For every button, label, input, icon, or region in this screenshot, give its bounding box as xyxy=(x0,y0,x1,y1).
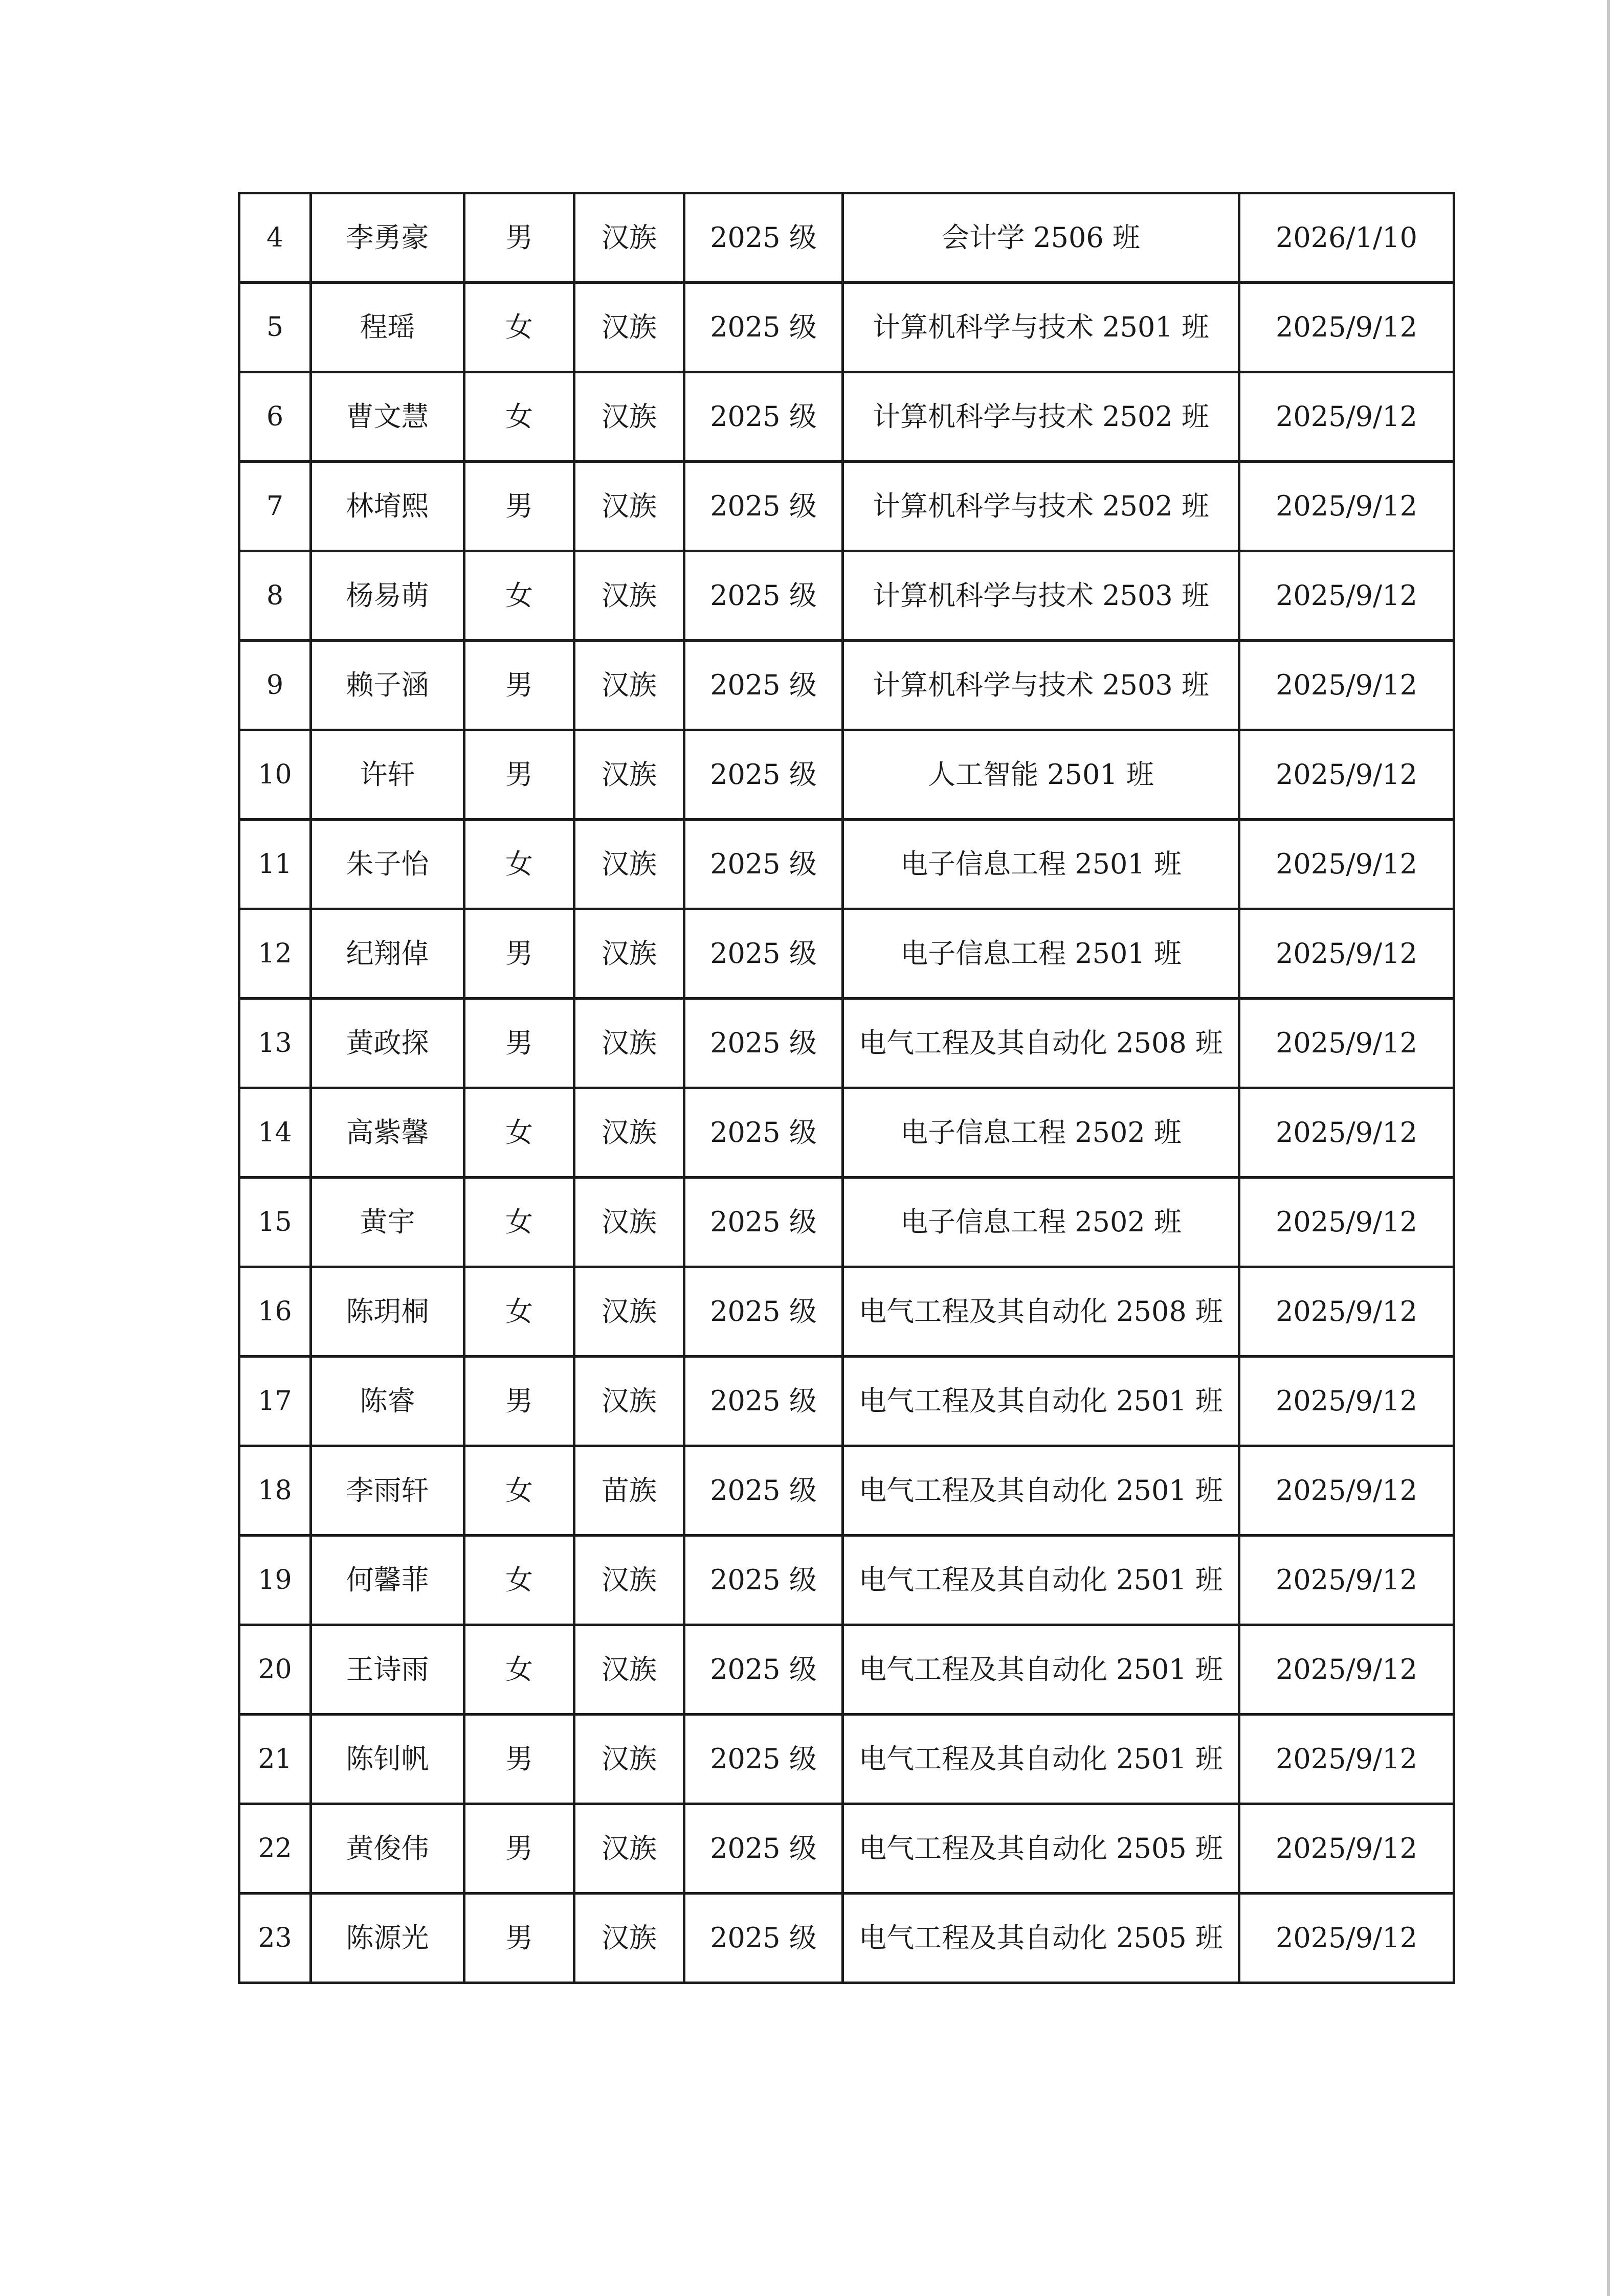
table-row xyxy=(239,1178,1454,1267)
student-name-cell: 陈钊帆 xyxy=(311,1715,464,1804)
ethnicity-cell: 汉族 xyxy=(574,909,684,999)
row-number-cell: 18 xyxy=(239,1446,311,1536)
student-name-cell: 程瑶 xyxy=(311,283,464,372)
class-cell: 人工智能 2501 班 xyxy=(843,730,1239,820)
class-cell: 电气工程及其自动化 2505 班 xyxy=(843,1894,1239,1983)
gender-cell: 女 xyxy=(464,820,574,909)
table-row xyxy=(239,1088,1454,1178)
grade-cell: 2025 级 xyxy=(684,730,843,820)
class-cell: 电气工程及其自动化 2501 班 xyxy=(843,1536,1239,1625)
gender-cell: 男 xyxy=(464,1894,574,1983)
date-cell: 2025/9/12 xyxy=(1239,1625,1454,1715)
ethnicity-cell: 汉族 xyxy=(574,1357,684,1446)
grade-cell: 2025 级 xyxy=(684,1536,843,1625)
gender-cell: 男 xyxy=(464,1804,574,1894)
row-number-cell: 12 xyxy=(239,909,311,999)
date-cell: 2025/9/12 xyxy=(1239,909,1454,999)
table-row xyxy=(239,730,1454,820)
class-cell: 电气工程及其自动化 2508 班 xyxy=(843,999,1239,1088)
student-name-cell: 陈源光 xyxy=(311,1894,464,1983)
date-cell: 2025/9/12 xyxy=(1239,1357,1454,1446)
grade-cell: 2025 级 xyxy=(684,372,843,462)
class-cell: 电子信息工程 2501 班 xyxy=(843,820,1239,909)
date-cell: 2025/9/12 xyxy=(1239,999,1454,1088)
ethnicity-cell: 汉族 xyxy=(574,1804,684,1894)
row-number-cell: 7 xyxy=(239,462,311,551)
grade-cell: 2025 级 xyxy=(684,1446,843,1536)
table-row xyxy=(239,820,1454,909)
class-cell: 计算机科学与技术 2502 班 xyxy=(843,372,1239,462)
table-row xyxy=(239,1715,1454,1804)
row-number-cell: 4 xyxy=(239,193,311,283)
table-row xyxy=(239,1894,1454,1983)
row-number-cell: 20 xyxy=(239,1625,311,1715)
gender-cell: 女 xyxy=(464,551,574,641)
class-cell: 电气工程及其自动化 2501 班 xyxy=(843,1446,1239,1536)
ethnicity-cell: 汉族 xyxy=(574,283,684,372)
ethnicity-cell: 汉族 xyxy=(574,1088,684,1178)
class-cell: 电子信息工程 2501 班 xyxy=(843,909,1239,999)
grade-cell: 2025 级 xyxy=(684,283,843,372)
row-number-cell: 8 xyxy=(239,551,311,641)
row-number-cell: 10 xyxy=(239,730,311,820)
gender-cell: 女 xyxy=(464,1446,574,1536)
gender-cell: 男 xyxy=(464,999,574,1088)
gender-cell: 女 xyxy=(464,1088,574,1178)
student-name-cell: 李雨轩 xyxy=(311,1446,464,1536)
student-name-cell: 曹文慧 xyxy=(311,372,464,462)
table-row xyxy=(239,551,1454,641)
ethnicity-cell: 汉族 xyxy=(574,1178,684,1267)
class-cell: 电子信息工程 2502 班 xyxy=(843,1088,1239,1178)
date-cell: 2025/9/12 xyxy=(1239,1804,1454,1894)
row-number-cell: 23 xyxy=(239,1894,311,1983)
table-row xyxy=(239,1446,1454,1536)
student-name-cell: 纪翔倬 xyxy=(311,909,464,999)
student-name-cell: 黄俊伟 xyxy=(311,1804,464,1894)
grade-cell: 2025 级 xyxy=(684,1804,843,1894)
grade-cell: 2025 级 xyxy=(684,551,843,641)
date-cell: 2025/9/12 xyxy=(1239,1536,1454,1625)
grade-cell: 2025 级 xyxy=(684,1267,843,1357)
ethnicity-cell: 汉族 xyxy=(574,551,684,641)
student-name-cell: 黄宇 xyxy=(311,1178,464,1267)
table-row xyxy=(239,1536,1454,1625)
ethnicity-cell: 苗族 xyxy=(574,1446,684,1536)
student-name-cell: 何馨菲 xyxy=(311,1536,464,1625)
ethnicity-cell: 汉族 xyxy=(574,1536,684,1625)
gender-cell: 男 xyxy=(464,1357,574,1446)
date-cell: 2025/9/12 xyxy=(1239,1088,1454,1178)
gender-cell: 女 xyxy=(464,1267,574,1357)
student-name-cell: 杨易萌 xyxy=(311,551,464,641)
grade-cell: 2025 级 xyxy=(684,1625,843,1715)
table-row xyxy=(239,909,1454,999)
row-number-cell: 15 xyxy=(239,1178,311,1267)
class-cell: 计算机科学与技术 2502 班 xyxy=(843,462,1239,551)
gender-cell: 女 xyxy=(464,1536,574,1625)
class-cell: 电气工程及其自动化 2501 班 xyxy=(843,1625,1239,1715)
date-cell: 2025/9/12 xyxy=(1239,1894,1454,1983)
gender-cell: 女 xyxy=(464,372,574,462)
class-cell: 会计学 2506 班 xyxy=(843,193,1239,283)
table-row xyxy=(239,641,1454,730)
table-row xyxy=(239,193,1454,283)
table-row xyxy=(239,372,1454,462)
student-name-cell: 朱子怡 xyxy=(311,820,464,909)
table-row xyxy=(239,999,1454,1088)
class-cell: 电子信息工程 2502 班 xyxy=(843,1178,1239,1267)
row-number-cell: 14 xyxy=(239,1088,311,1178)
ethnicity-cell: 汉族 xyxy=(574,1625,684,1715)
class-cell: 计算机科学与技术 2503 班 xyxy=(843,641,1239,730)
grade-cell: 2025 级 xyxy=(684,462,843,551)
student-roster-table xyxy=(238,192,1455,1984)
table-row xyxy=(239,462,1454,551)
grade-cell: 2025 级 xyxy=(684,1894,843,1983)
grade-cell: 2025 级 xyxy=(684,193,843,283)
row-number-cell: 22 xyxy=(239,1804,311,1894)
table-row xyxy=(239,1625,1454,1715)
date-cell: 2025/9/12 xyxy=(1239,462,1454,551)
gender-cell: 男 xyxy=(464,193,574,283)
table-row xyxy=(239,283,1454,372)
table-row xyxy=(239,1267,1454,1357)
row-number-cell: 13 xyxy=(239,999,311,1088)
class-cell: 电气工程及其自动化 2505 班 xyxy=(843,1804,1239,1894)
grade-cell: 2025 级 xyxy=(684,999,843,1088)
gender-cell: 男 xyxy=(464,730,574,820)
class-cell: 计算机科学与技术 2503 班 xyxy=(843,551,1239,641)
ethnicity-cell: 汉族 xyxy=(574,641,684,730)
class-cell: 计算机科学与技术 2501 班 xyxy=(843,283,1239,372)
student-name-cell: 赖子涵 xyxy=(311,641,464,730)
class-cell: 电气工程及其自动化 2501 班 xyxy=(843,1715,1239,1804)
page-edge-line xyxy=(1607,0,1610,2296)
class-cell: 电气工程及其自动化 2501 班 xyxy=(843,1357,1239,1446)
row-number-cell: 21 xyxy=(239,1715,311,1804)
ethnicity-cell: 汉族 xyxy=(574,462,684,551)
date-cell: 2025/9/12 xyxy=(1239,1715,1454,1804)
ethnicity-cell: 汉族 xyxy=(574,193,684,283)
student-name-cell: 陈睿 xyxy=(311,1357,464,1446)
grade-cell: 2025 级 xyxy=(684,1357,843,1446)
ethnicity-cell: 汉族 xyxy=(574,372,684,462)
date-cell: 2025/9/12 xyxy=(1239,820,1454,909)
date-cell: 2025/9/12 xyxy=(1239,1267,1454,1357)
date-cell: 2026/1/10 xyxy=(1239,193,1454,283)
ethnicity-cell: 汉族 xyxy=(574,1715,684,1804)
date-cell: 2025/9/12 xyxy=(1239,641,1454,730)
date-cell: 2025/9/12 xyxy=(1239,1446,1454,1536)
row-number-cell: 17 xyxy=(239,1357,311,1446)
student-name-cell: 李勇豪 xyxy=(311,193,464,283)
row-number-cell: 11 xyxy=(239,820,311,909)
grade-cell: 2025 级 xyxy=(684,909,843,999)
class-cell: 电气工程及其自动化 2508 班 xyxy=(843,1267,1239,1357)
gender-cell: 女 xyxy=(464,283,574,372)
row-number-cell: 19 xyxy=(239,1536,311,1625)
gender-cell: 男 xyxy=(464,462,574,551)
student-name-cell: 黄政探 xyxy=(311,999,464,1088)
grade-cell: 2025 级 xyxy=(684,641,843,730)
student-name-cell: 许轩 xyxy=(311,730,464,820)
grade-cell: 2025 级 xyxy=(684,1178,843,1267)
gender-cell: 女 xyxy=(464,1178,574,1267)
grade-cell: 2025 级 xyxy=(684,1715,843,1804)
ethnicity-cell: 汉族 xyxy=(574,1267,684,1357)
row-number-cell: 16 xyxy=(239,1267,311,1357)
student-name-cell: 高紫馨 xyxy=(311,1088,464,1178)
date-cell: 2025/9/12 xyxy=(1239,372,1454,462)
roster-body xyxy=(239,193,1454,1983)
table-row xyxy=(239,1804,1454,1894)
grade-cell: 2025 级 xyxy=(684,1088,843,1178)
ethnicity-cell: 汉族 xyxy=(574,730,684,820)
row-number-cell: 9 xyxy=(239,641,311,730)
student-name-cell: 王诗雨 xyxy=(311,1625,464,1715)
ethnicity-cell: 汉族 xyxy=(574,1894,684,1983)
ethnicity-cell: 汉族 xyxy=(574,999,684,1088)
gender-cell: 女 xyxy=(464,1625,574,1715)
date-cell: 2025/9/12 xyxy=(1239,283,1454,372)
row-number-cell: 5 xyxy=(239,283,311,372)
gender-cell: 男 xyxy=(464,909,574,999)
date-cell: 2025/9/12 xyxy=(1239,730,1454,820)
ethnicity-cell: 汉族 xyxy=(574,820,684,909)
date-cell: 2025/9/12 xyxy=(1239,551,1454,641)
date-cell: 2025/9/12 xyxy=(1239,1178,1454,1267)
row-number-cell: 6 xyxy=(239,372,311,462)
student-name-cell: 陈玥桐 xyxy=(311,1267,464,1357)
gender-cell: 男 xyxy=(464,1715,574,1804)
gender-cell: 男 xyxy=(464,641,574,730)
student-name-cell: 林堉熙 xyxy=(311,462,464,551)
table-row xyxy=(239,1357,1454,1446)
grade-cell: 2025 级 xyxy=(684,820,843,909)
